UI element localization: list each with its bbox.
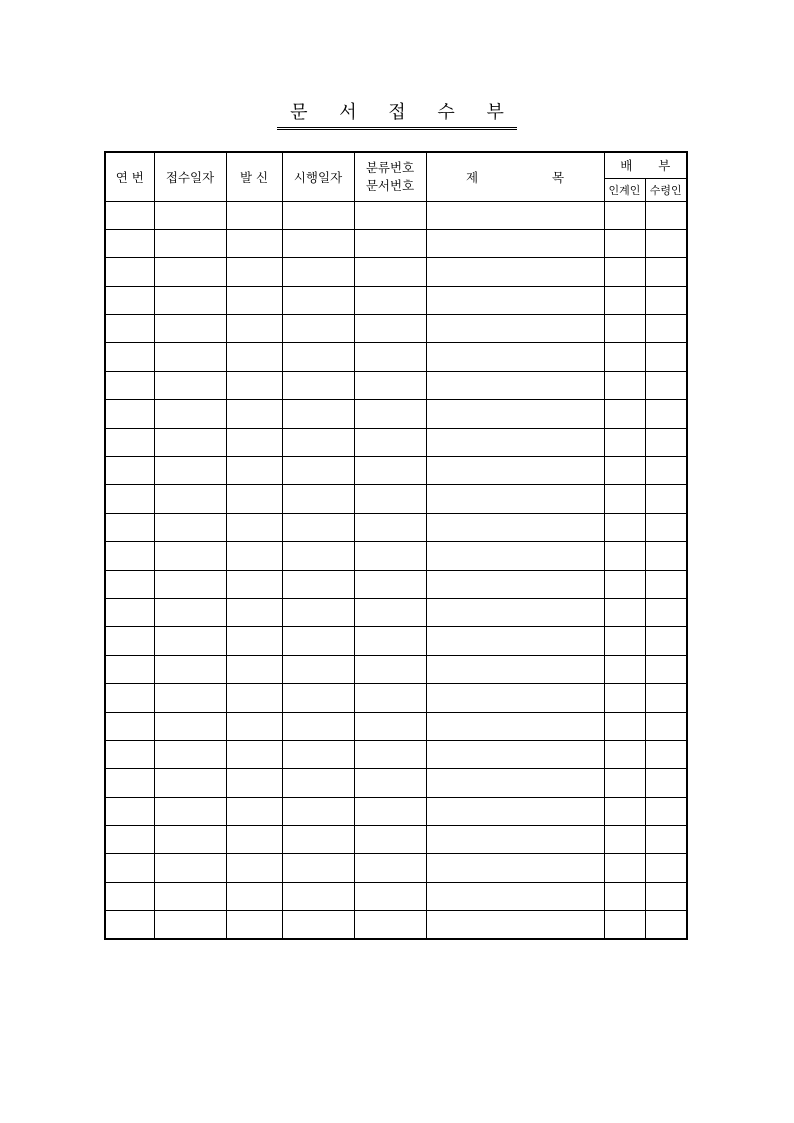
cell-receiver[interactable]	[645, 684, 687, 712]
cell-received-date[interactable]	[154, 712, 226, 740]
header-received-date: 접수일자	[154, 152, 226, 201]
header-row	[105, 152, 687, 178]
cell-serial[interactable]	[105, 542, 154, 570]
cell-class-doc-number[interactable]	[354, 570, 426, 598]
cell-issue-date[interactable]	[282, 570, 354, 598]
cell-issue-date[interactable]	[282, 258, 354, 286]
cell-issue-date[interactable]	[282, 882, 354, 910]
cell-handover[interactable]	[604, 400, 645, 428]
cell-receiver[interactable]	[645, 627, 687, 655]
cell-subject[interactable]	[426, 826, 604, 854]
cell-sender[interactable]	[226, 627, 282, 655]
table-row	[105, 627, 687, 655]
cell-subject[interactable]	[426, 740, 604, 768]
cell-handover[interactable]	[604, 684, 645, 712]
cell-subject[interactable]	[426, 627, 604, 655]
cell-received-date[interactable]	[154, 315, 226, 343]
cell-serial[interactable]	[105, 457, 154, 485]
cell-serial[interactable]	[105, 428, 154, 456]
cell-sender[interactable]	[226, 542, 282, 570]
cell-received-date[interactable]	[154, 286, 226, 314]
cell-issue-date[interactable]	[282, 769, 354, 797]
cell-sender[interactable]	[226, 882, 282, 910]
cell-received-date[interactable]	[154, 201, 226, 229]
cell-sender[interactable]	[226, 797, 282, 825]
cell-class-doc-number[interactable]	[354, 684, 426, 712]
cell-subject[interactable]	[426, 797, 604, 825]
cell-serial[interactable]	[105, 201, 154, 229]
cell-sender[interactable]	[226, 570, 282, 598]
cell-class-doc-number[interactable]	[354, 769, 426, 797]
cell-received-date[interactable]	[154, 400, 226, 428]
cell-sender[interactable]	[226, 400, 282, 428]
cell-received-date[interactable]	[154, 428, 226, 456]
cell-issue-date[interactable]	[282, 457, 354, 485]
cell-serial[interactable]	[105, 400, 154, 428]
table-row	[105, 911, 687, 939]
cell-class-doc-number[interactable]	[354, 655, 426, 683]
table-row	[105, 797, 687, 825]
cell-issue-date[interactable]	[282, 371, 354, 399]
cell-sender[interactable]	[226, 428, 282, 456]
cell-serial[interactable]	[105, 769, 154, 797]
cell-class-doc-number[interactable]	[354, 882, 426, 910]
table-row	[105, 769, 687, 797]
cell-class-doc-number[interactable]	[354, 315, 426, 343]
cell-serial[interactable]	[105, 712, 154, 740]
cell-issue-date[interactable]	[282, 485, 354, 513]
cell-sender[interactable]	[226, 655, 282, 683]
cell-sender[interactable]	[226, 457, 282, 485]
table-row	[105, 655, 687, 683]
cell-subject[interactable]	[426, 485, 604, 513]
cell-issue-date[interactable]	[282, 598, 354, 626]
cell-received-date[interactable]	[154, 457, 226, 485]
cell-sender[interactable]	[226, 740, 282, 768]
table-row	[105, 428, 687, 456]
cell-receiver[interactable]	[645, 201, 687, 229]
cell-handover[interactable]	[604, 826, 645, 854]
cell-receiver[interactable]	[645, 570, 687, 598]
cell-receiver[interactable]	[645, 513, 687, 541]
cell-receiver[interactable]	[645, 882, 687, 910]
cell-issue-date[interactable]	[282, 740, 354, 768]
cell-sender[interactable]	[226, 826, 282, 854]
cell-received-date[interactable]	[154, 911, 226, 939]
table-row	[105, 485, 687, 513]
cell-handover[interactable]	[604, 769, 645, 797]
cell-receiver[interactable]	[645, 457, 687, 485]
cell-receiver[interactable]	[645, 655, 687, 683]
cell-serial[interactable]	[105, 882, 154, 910]
cell-class-doc-number[interactable]	[354, 457, 426, 485]
cell-handover[interactable]	[604, 740, 645, 768]
cell-serial[interactable]	[105, 343, 154, 371]
document-register-table	[104, 151, 688, 940]
cell-handover[interactable]	[604, 655, 645, 683]
cell-sender[interactable]	[226, 513, 282, 541]
cell-received-date[interactable]	[154, 769, 226, 797]
cell-sender[interactable]	[226, 258, 282, 286]
cell-receiver[interactable]	[645, 286, 687, 314]
table-row	[105, 315, 687, 343]
cell-subject[interactable]	[426, 428, 604, 456]
document-title-text: 문 서 접 수 부	[277, 101, 517, 130]
cell-received-date[interactable]	[154, 542, 226, 570]
cell-serial[interactable]	[105, 513, 154, 541]
cell-issue-date[interactable]	[282, 286, 354, 314]
table-row	[105, 684, 687, 712]
cell-serial[interactable]	[105, 911, 154, 939]
cell-serial[interactable]	[105, 826, 154, 854]
cell-class-doc-number[interactable]	[354, 854, 426, 882]
cell-sender[interactable]	[226, 712, 282, 740]
cell-issue-date[interactable]	[282, 627, 354, 655]
cell-receiver[interactable]	[645, 258, 687, 286]
cell-received-date[interactable]	[154, 740, 226, 768]
cell-subject[interactable]	[426, 769, 604, 797]
cell-class-doc-number[interactable]	[354, 343, 426, 371]
cell-class-doc-number[interactable]	[354, 598, 426, 626]
cell-class-doc-number[interactable]	[354, 400, 426, 428]
cell-class-doc-number[interactable]	[354, 201, 426, 229]
cell-handover[interactable]	[604, 229, 645, 257]
cell-handover[interactable]	[604, 712, 645, 740]
cell-handover[interactable]	[604, 258, 645, 286]
cell-serial[interactable]	[105, 740, 154, 768]
cell-class-doc-number[interactable]	[354, 428, 426, 456]
cell-handover[interactable]	[604, 286, 645, 314]
cell-serial[interactable]	[105, 627, 154, 655]
cell-class-doc-number[interactable]	[354, 542, 426, 570]
cell-subject[interactable]	[426, 201, 604, 229]
cell-received-date[interactable]	[154, 485, 226, 513]
cell-issue-date[interactable]	[282, 826, 354, 854]
cell-class-doc-number[interactable]	[354, 911, 426, 939]
cell-receiver[interactable]	[645, 485, 687, 513]
cell-receiver[interactable]	[645, 428, 687, 456]
cell-sender[interactable]	[226, 598, 282, 626]
cell-issue-date[interactable]	[282, 513, 354, 541]
cell-received-date[interactable]	[154, 598, 226, 626]
cell-handover[interactable]	[604, 513, 645, 541]
cell-issue-date[interactable]	[282, 854, 354, 882]
table-row	[105, 570, 687, 598]
header-doc-number: 문서번호	[365, 177, 415, 193]
cell-receiver[interactable]	[645, 315, 687, 343]
cell-handover[interactable]	[604, 542, 645, 570]
cell-class-doc-number[interactable]	[354, 229, 426, 257]
cell-received-date[interactable]	[154, 627, 226, 655]
header-serial: 연 번	[105, 152, 154, 201]
cell-sender[interactable]	[226, 911, 282, 939]
header-receiver: 수령인	[645, 178, 687, 201]
cell-handover[interactable]	[604, 485, 645, 513]
cell-handover[interactable]	[604, 627, 645, 655]
cell-subject[interactable]	[426, 400, 604, 428]
cell-received-date[interactable]	[154, 343, 226, 371]
cell-issue-date[interactable]	[282, 712, 354, 740]
table-row	[105, 229, 687, 257]
table-row	[105, 882, 687, 910]
cell-handover[interactable]	[604, 911, 645, 939]
header-subject: 제 목	[426, 152, 604, 201]
cell-subject[interactable]	[426, 882, 604, 910]
cell-received-date[interactable]	[154, 258, 226, 286]
cell-serial[interactable]	[105, 371, 154, 399]
cell-class-doc-number[interactable]	[354, 485, 426, 513]
cell-receiver[interactable]	[645, 343, 687, 371]
table-row	[105, 598, 687, 626]
cell-issue-date[interactable]	[282, 428, 354, 456]
cell-handover[interactable]	[604, 343, 645, 371]
cell-sender[interactable]	[226, 315, 282, 343]
cell-received-date[interactable]	[154, 229, 226, 257]
cell-handover[interactable]	[604, 854, 645, 882]
cell-subject[interactable]	[426, 854, 604, 882]
cell-issue-date[interactable]	[282, 655, 354, 683]
cell-sender[interactable]	[226, 286, 282, 314]
cell-issue-date[interactable]	[282, 343, 354, 371]
cell-subject[interactable]	[426, 513, 604, 541]
cell-issue-date[interactable]	[282, 542, 354, 570]
cell-handover[interactable]	[604, 797, 645, 825]
cell-class-doc-number[interactable]	[354, 712, 426, 740]
table-row	[105, 201, 687, 229]
cell-serial[interactable]	[105, 485, 154, 513]
cell-serial[interactable]	[105, 229, 154, 257]
cell-issue-date[interactable]	[282, 911, 354, 939]
table-row	[105, 740, 687, 768]
cell-class-doc-number[interactable]	[354, 258, 426, 286]
cell-sender[interactable]	[226, 343, 282, 371]
cell-serial[interactable]	[105, 854, 154, 882]
table-row	[105, 400, 687, 428]
header-issue-date: 시행일자	[282, 152, 354, 201]
cell-receiver[interactable]	[645, 797, 687, 825]
cell-subject[interactable]	[426, 570, 604, 598]
cell-received-date[interactable]	[154, 655, 226, 683]
cell-subject[interactable]	[426, 457, 604, 485]
cell-receiver[interactable]	[645, 712, 687, 740]
cell-serial[interactable]	[105, 684, 154, 712]
table-row	[105, 286, 687, 314]
cell-receiver[interactable]	[645, 769, 687, 797]
cell-serial[interactable]	[105, 598, 154, 626]
cell-received-date[interactable]	[154, 797, 226, 825]
cell-issue-date[interactable]	[282, 797, 354, 825]
table-row	[105, 258, 687, 286]
cell-handover[interactable]	[604, 315, 645, 343]
cell-handover[interactable]	[604, 598, 645, 626]
cell-receiver[interactable]	[645, 598, 687, 626]
cell-sender[interactable]	[226, 854, 282, 882]
cell-handover[interactable]	[604, 570, 645, 598]
cell-sender[interactable]	[226, 201, 282, 229]
cell-issue-date[interactable]	[282, 400, 354, 428]
cell-handover[interactable]	[604, 457, 645, 485]
cell-class-doc-number[interactable]	[354, 627, 426, 655]
cell-class-doc-number[interactable]	[354, 740, 426, 768]
cell-received-date[interactable]	[154, 570, 226, 598]
cell-received-date[interactable]	[154, 513, 226, 541]
header-class-number: 분류번호	[365, 159, 415, 175]
cell-subject[interactable]	[426, 655, 604, 683]
cell-serial[interactable]	[105, 315, 154, 343]
table-row	[105, 371, 687, 399]
cell-subject[interactable]	[426, 343, 604, 371]
cell-subject[interactable]	[426, 258, 604, 286]
table-row	[105, 854, 687, 882]
cell-receiver[interactable]	[645, 400, 687, 428]
cell-receiver[interactable]	[645, 229, 687, 257]
cell-issue-date[interactable]	[282, 315, 354, 343]
header-distribution: 배 부	[604, 152, 687, 178]
cell-issue-date[interactable]	[282, 201, 354, 229]
cell-subject[interactable]	[426, 911, 604, 939]
header-handover: 인계인	[604, 178, 645, 201]
cell-subject[interactable]	[426, 315, 604, 343]
cell-class-doc-number[interactable]	[354, 797, 426, 825]
cell-serial[interactable]	[105, 570, 154, 598]
cell-handover[interactable]	[604, 428, 645, 456]
cell-serial[interactable]	[105, 797, 154, 825]
cell-issue-date[interactable]	[282, 229, 354, 257]
table-row	[105, 542, 687, 570]
cell-received-date[interactable]	[154, 371, 226, 399]
cell-sender[interactable]	[226, 684, 282, 712]
cell-receiver[interactable]	[645, 371, 687, 399]
cell-class-doc-number[interactable]	[354, 826, 426, 854]
cell-sender[interactable]	[226, 485, 282, 513]
cell-handover[interactable]	[604, 371, 645, 399]
document-title	[0, 101, 794, 130]
cell-handover[interactable]	[604, 882, 645, 910]
cell-subject[interactable]	[426, 598, 604, 626]
table-row	[105, 343, 687, 371]
cell-sender[interactable]	[226, 769, 282, 797]
table-row	[105, 712, 687, 740]
table-row	[105, 826, 687, 854]
cell-sender[interactable]	[226, 229, 282, 257]
cell-receiver[interactable]	[645, 854, 687, 882]
cell-received-date[interactable]	[154, 684, 226, 712]
cell-handover[interactable]	[604, 201, 645, 229]
cell-subject[interactable]	[426, 229, 604, 257]
cell-serial[interactable]	[105, 258, 154, 286]
ledger-body	[105, 201, 687, 939]
cell-subject[interactable]	[426, 542, 604, 570]
cell-receiver[interactable]	[645, 826, 687, 854]
cell-class-doc-number[interactable]	[354, 513, 426, 541]
cell-received-date[interactable]	[154, 882, 226, 910]
cell-subject[interactable]	[426, 286, 604, 314]
cell-subject[interactable]	[426, 684, 604, 712]
cell-sender[interactable]	[226, 371, 282, 399]
cell-subject[interactable]	[426, 371, 604, 399]
cell-subject[interactable]	[426, 712, 604, 740]
cell-received-date[interactable]	[154, 854, 226, 882]
cell-class-doc-number[interactable]	[354, 371, 426, 399]
header-sender: 발 신	[226, 152, 282, 201]
cell-receiver[interactable]	[645, 542, 687, 570]
table-row	[105, 513, 687, 541]
cell-received-date[interactable]	[154, 826, 226, 854]
cell-serial[interactable]	[105, 655, 154, 683]
cell-issue-date[interactable]	[282, 684, 354, 712]
cell-class-doc-number[interactable]	[354, 286, 426, 314]
table-row	[105, 457, 687, 485]
cell-receiver[interactable]	[645, 911, 687, 939]
cell-receiver[interactable]	[645, 740, 687, 768]
cell-serial[interactable]	[105, 286, 154, 314]
header-class-doc-number	[354, 152, 426, 201]
